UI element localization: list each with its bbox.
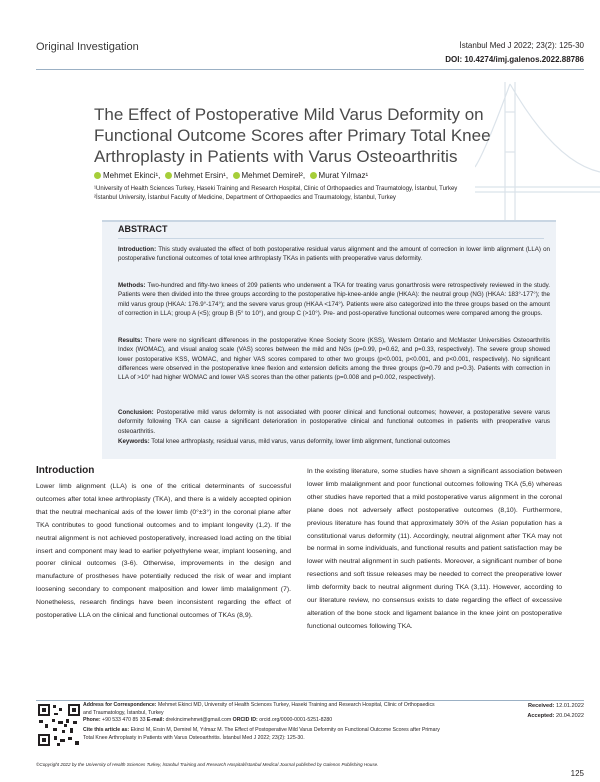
author-list [94, 171, 368, 180]
abstract-conclusion [118, 408, 550, 436]
footer-rule [36, 700, 584, 701]
article-title: The Effect of Postoperative Mild Varus Deformity on Functional Outcome Scores after Primary Total Knee Arthroplasty in Patients with Varus Osteoarthritis [94, 105, 491, 166]
phone-label: Phone: [83, 717, 101, 723]
orcid-link[interactable]: orcid.org/0000-0001-5251-8280 [259, 717, 333, 723]
header-rule [36, 69, 584, 70]
orcid-icon[interactable] [165, 172, 172, 179]
orcid-icon[interactable] [233, 172, 240, 179]
copyright: ©Copyright 2022 by the University of Health Sciences Turkey, İstanbul Training and Research Hospital/İstanbul Medical Journal published by Galenos Publishing House. [36, 762, 379, 767]
introduction-right-column: In the existing literature, some studies have shown a significant association between lower limb malalignment and poor functional outcomes following TKA (5,6) whereas other studies have reported that a mild postoperative varus alignment in the coronal plane does not adversely affect postoperative outcomes (8,10). Furthermore, previous literature has found that approximately 30% of the Asian population has a constitutional varus deformity (11). Accordingly, neutral alignment after TKA may not be normal in some individuals, and functional results and patient satisfaction may be lower with neutral alignment in such patients. Moreover, a significant number of bone resections and soft tissue releases may be needed to correct the preoperative lower limb deformity back to neutral alignment during TKA (3,11). However, according to our literature review, no consensus exists to date regarding the effect of excessive alteration of the bone stock and ligament balance in the knee joint on postoperative functional outcomes following TKA. [307, 468, 562, 630]
affiliation: ²İstanbul University, İstanbul Faculty of Medicine, Department of Orthopaedics and Traumatology, İstanbul, Turkey [94, 195, 396, 201]
citation [83, 727, 443, 742]
email-link[interactable]: drekincimehmet@gmail.com [165, 717, 232, 723]
journal-citation: İstanbul Med J 2022; 23(2): 125-30 [459, 41, 584, 50]
abstract-text: There were no significant differences in the postoperative Knee Society Score (KSS), Western Ontario and McMaster Universities Osteoarthritis Index (WOMAC), and visual analog scale (VAS) scores between the mild and NGs (p=0.99, p=0.62, and p=0.33, respectively). The severe group showed lower postoperative KSS, WOMAC, and higher VAS scores compared to other two groups (p<0.001, p<0.001, and p<0.001, respectively). No significant differences were observed in the postoperative knee flexion and extension deficits among the three groups (p=0.79 and p=0.3). Patients with correction in LLA of >10° had higher WOMAC and lower VAS scores than the other patients (p=0.008 and p=0.002, respectively). [118, 337, 550, 382]
doi[interactable]: DOI: 10.4274/imj.galenos.2022.88786 [445, 55, 584, 64]
abstract-label: Conclusion: [118, 409, 154, 416]
orcid-icon[interactable] [94, 172, 101, 179]
introduction-heading: Introduction [36, 465, 95, 476]
accepted-date [527, 713, 584, 719]
author-name: Mehmet Ekinci¹, [103, 171, 161, 180]
cite-label: Cite this article as: [83, 727, 130, 733]
orcid-icon[interactable] [310, 172, 317, 179]
corr-address: Mehmet Ekinci MD, University of Health Sciences Turkey, Haseki Training and Research Hospital, Clinic of Orthopaedics and Traumatology, İstanbul, Turkey [83, 702, 435, 716]
cite-text: Ekinci M, Ersin M, Demirel M, Yılmaz M. The Effect of Postoperative Mild Varus Deformity on Functional Outcome Scores after Primary Total Knee Arthroplasty in Patients with Varus Osteoarthritis. İstanbul Med J 2022; 23(2): 125-30. [83, 727, 440, 741]
orcid-label: ORCID ID: [232, 717, 258, 723]
author-name: Mehmet Demirel², [241, 171, 306, 180]
abstract-heading: ABSTRACT [118, 224, 168, 234]
abstract-label: Keywords: [118, 438, 150, 445]
abstract-results [118, 336, 550, 382]
abstract-text: Postoperative mild varus deformity is not associated with poorer clinical and functional outcomes; however, a postoperative severe varus deformity following TKA can cause a significant deterioration in postoperative clinical and functional outcomes in patients with preoperative varus osteoarthritis. [118, 409, 550, 435]
abstract-text: Two-hundred and fifty-two knees of 209 patients who underwent a TKA for treating varus gonarthrosis were retrospectively reviewed in the study. Patients were then divided into the three groups according to the postoperative hip-knee-ankle angle (HKAA): the neutral group (NG) (HKAA: 183°-177°); the mild varus group (HKAA: 176.9°-174°); and the severe varus group (HKAA <174°). Patients were also categorized into the three groups based on the amount of correction in LLA; group A (<5); group B (5° to 10°), and group C (>10°). Pre- and post-operative functional outcomes were compared among the groups. [118, 282, 550, 317]
page-number: 125 [570, 769, 584, 778]
abstract-methods [118, 281, 550, 318]
author-name: Mehmet Ersin¹, [173, 171, 229, 180]
received-label: Received: [528, 703, 555, 709]
section-label: Original Investigation [36, 41, 139, 53]
qr-code-icon[interactable] [37, 703, 81, 747]
abstract-introduction [118, 245, 550, 264]
abstract-text: Total knee arthroplasty, residual varus, mild varus, varus deformity, lower limb alignment, functional outcomes [151, 438, 451, 445]
correspondence [83, 702, 443, 717]
abstract-label: Introduction: [118, 246, 157, 253]
affiliation: ¹University of Health Sciences Turkey, Haseki Training and Research Hospital, Clinic of Orthopaedics and Traumatology, İstanbul, Turkey [94, 186, 458, 192]
author-name: Murat Yılmaz¹ [318, 171, 369, 180]
email-label: E-mail: [146, 717, 165, 723]
received-date [528, 703, 584, 709]
phone: +90 533 470 85 33 [102, 717, 146, 723]
abstract-label: Methods: [118, 282, 146, 289]
abstract-text: This study evaluated the effect of both postoperative residual varus alignment and the amount of correction in lower limb alignment (LLA) on postoperative functional outcomes of total knee arthroplasty TKAs in patients with preoperative varus deformity. [118, 246, 550, 263]
introduction-left-column: Lower limb alignment (LLA) is one of the critical determinants of successful outcomes after total knee arthroplasty (TKA), and there is a widely accepted opinion that the neutral mechanical axis of the lower limb (0°±3°) in the coronal plane after TKA contributes to good functional outcomes and to implant longevity (1,2). If the neutral alignment is not achieved postoperatively, increased load acting on the tibial insert and component may lead to earlier polyethylene wear, implant loosening, and poorer clinical outcomes (3-6). Otherwise, improvements in the design and manufacture of prostheses have potentially reduced the risk of wear and implant loosening secondary to component malposition and lower limb malalignment (7). Nonetheless, research findings have been inconsistent regarding the effect of postoperative LLA on the clinical and functional outcomes of TKAs (8,9). [36, 483, 291, 620]
accepted-value: 20.04.2022 [556, 713, 584, 719]
abstract-rule [118, 238, 544, 239]
accepted-label: Accepted: [527, 713, 555, 719]
abstract-keywords [118, 437, 550, 446]
received-value: 12.01.2022 [556, 703, 584, 709]
contact-line [83, 717, 443, 725]
corr-label: Address for Correspondence: [83, 702, 157, 708]
abstract-label: Results: [118, 337, 143, 344]
